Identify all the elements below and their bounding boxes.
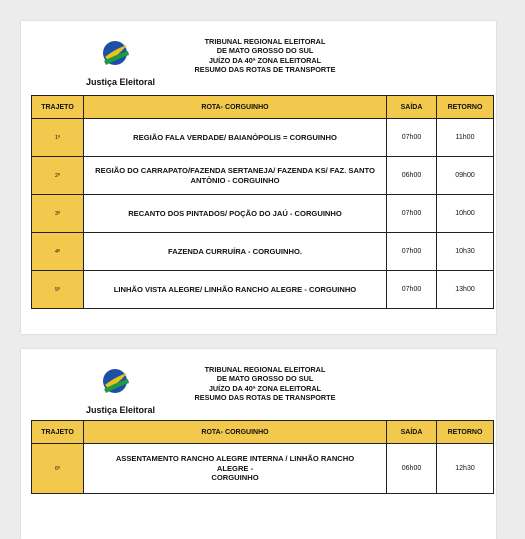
table-row <box>32 195 494 233</box>
title-line: TRIBUNAL REGIONAL ELEITORAL <box>204 37 326 46</box>
rota-line: ASSENTAMENTO RANCHO ALEGRE INTERNA / LINHÃO RANCHO <box>115 454 355 464</box>
title-line: DE MATO GROSSO DO SUL <box>216 46 314 56</box>
logo-text: Justiça Eleitoral <box>86 405 156 415</box>
title-line: JUÍZO DA 40ª ZONA ELEITORAL <box>208 383 322 393</box>
table-row <box>32 233 494 271</box>
saida-cell: 07h00 <box>387 271 437 309</box>
column-header-trajeto: TRAJETO <box>32 96 84 119</box>
title-line: RESUMO DAS ROTAS DE TRANSPORTE <box>194 65 336 75</box>
page-header <box>21 21 496 91</box>
document-page-2 <box>21 349 496 539</box>
page-title <box>171 365 359 403</box>
table-header-row <box>32 96 494 119</box>
rota-cell: REGIÃO DO CARRAPATO/FAZENDA SERTANEJA/ FAZENDA KS/ FAZ. SANTO ANTÔNIO - CORGUINHO <box>84 157 387 195</box>
justica-eleitoral-logo <box>83 37 175 91</box>
column-header-saida: SAÍDA <box>387 96 437 119</box>
saida-cell: 07h00 <box>387 233 437 271</box>
globe-logo-icon <box>101 365 131 399</box>
table-row <box>32 157 494 195</box>
title-line: TRIBUNAL REGIONAL ELEITORAL <box>204 365 326 374</box>
table-row <box>32 119 494 157</box>
trajeto-cell: 2º <box>32 157 84 195</box>
retorno-cell: 10h00 <box>437 195 494 233</box>
saida-cell: 06h00 <box>387 444 437 494</box>
rota-cell: LINHÃO VISTA ALEGRE/ LINHÃO RANCHO ALEGRE - CORGUINHO <box>84 271 387 309</box>
routes-table <box>31 420 494 494</box>
retorno-cell: 13h00 <box>437 271 494 309</box>
table-header-row <box>32 421 494 444</box>
retorno-cell: 12h30 <box>437 444 494 494</box>
justica-eleitoral-logo <box>83 365 175 419</box>
rota-line: CORGUINHO <box>211 473 259 483</box>
column-header-saida: SAÍDA <box>387 421 437 444</box>
rota-cell: RECANTO DOS PINTADOS/ POÇÃO DO JAÚ - CORGUINHO <box>84 195 387 233</box>
retorno-cell: 10h30 <box>437 233 494 271</box>
retorno-cell: 09h00 <box>437 157 494 195</box>
page-title <box>171 37 359 75</box>
title-line: RESUMO DAS ROTAS DE TRANSPORTE <box>194 393 336 403</box>
column-header-retorno: RETORNO <box>437 421 494 444</box>
column-header-rota: ROTA- CORGUINHO <box>84 421 387 444</box>
page-header <box>21 349 496 419</box>
table-row <box>32 271 494 309</box>
table-row <box>32 444 494 494</box>
retorno-cell: 11h00 <box>437 119 494 157</box>
routes-table <box>31 95 494 309</box>
document-page-1 <box>21 21 496 334</box>
saida-cell: 07h00 <box>387 195 437 233</box>
title-line: DE MATO GROSSO DO SUL <box>216 374 314 384</box>
saida-cell: 06h00 <box>387 157 437 195</box>
globe-logo-icon <box>101 37 131 71</box>
column-header-rota: ROTA- CORGUINHO <box>84 96 387 119</box>
trajeto-cell: 5º <box>32 271 84 309</box>
column-header-trajeto: TRAJETO <box>32 421 84 444</box>
trajeto-cell: 6º <box>32 444 84 494</box>
saida-cell: 07h00 <box>387 119 437 157</box>
logo-text: Justiça Eleitoral <box>86 77 156 87</box>
trajeto-cell: 4º <box>32 233 84 271</box>
trajeto-cell: 1º <box>32 119 84 157</box>
rota-cell <box>84 444 387 494</box>
rota-cell: REGIÃO FALA VERDADE/ BAIANÓPOLIS = CORGUINHO <box>84 119 387 157</box>
rota-line: ALEGRE - <box>216 463 254 473</box>
trajeto-cell: 3º <box>32 195 84 233</box>
column-header-retorno: RETORNO <box>437 96 494 119</box>
title-line: JUÍZO DA 40ª ZONA ELEITORAL <box>208 55 322 65</box>
rota-cell: FAZENDA CURRUÍRA - CORGUINHO. <box>84 233 387 271</box>
